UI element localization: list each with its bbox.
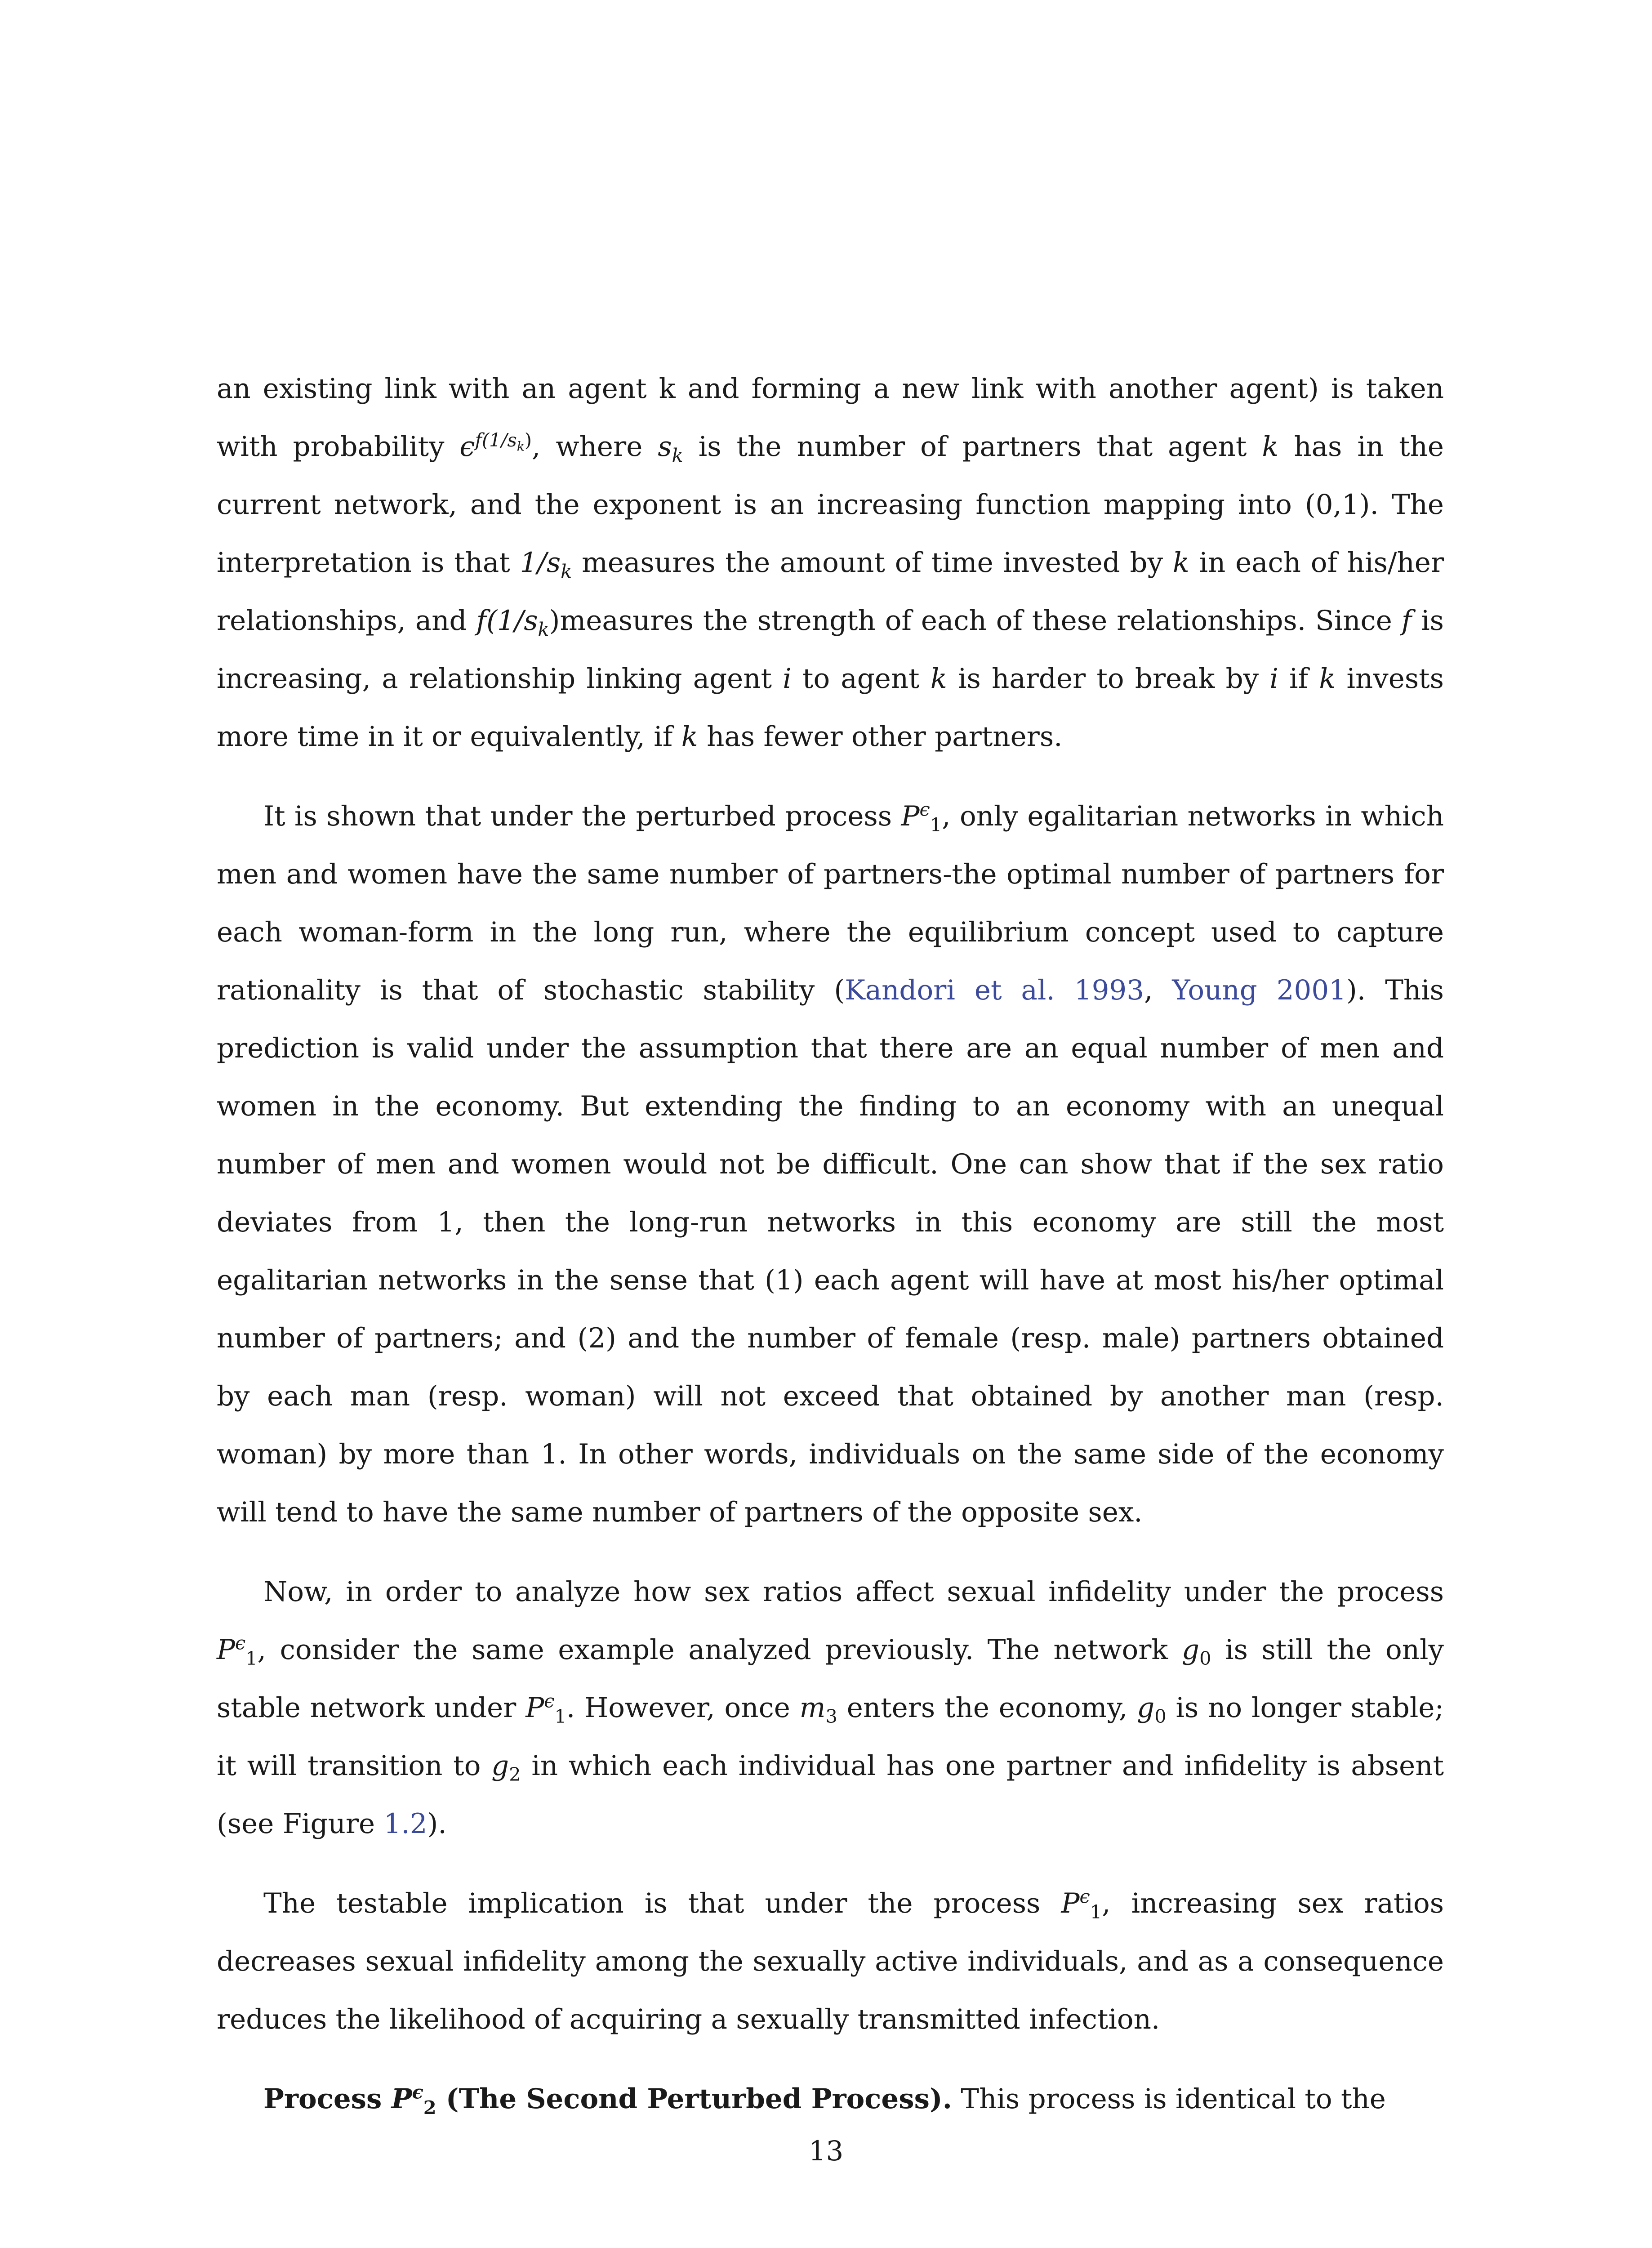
page-number: 13 (808, 2135, 844, 2167)
paragraph-4: The testable implication is that under the process $P^\epsilon_1$, increasing sex ratios decreases sexual infidelity among the sexually active individuals, and as a consequence reduces the likelihood of acquiring a sexually transmitted infection. (217, 1885, 1444, 2035)
paragraph-1: an existing link with an agent k and forming a new link with another agent) is taken with probability $\epsilon^{f(1/s_k)}$, where $s_k$ is the number of partners that agent k has in the current network, and the exponent is an increasing function mapping into (0,1). The interpretation is that $1/s_k$ measures the amount of time invested by k in each of his/her relationships, and $f(1/s_k)measures$ the strength of each of these relationships. Since f is increasing, a relationship linking agent i to agent k is harder to break by i if k invests more time in it or equivalently, if k has fewer other partners. (217, 373, 1444, 753)
paragraph-2: It is shown that under the perturbed process $P^\epsilon_1$, only egalitarian networks in which men and women have the same number of partners-the optimal number of partners for each woman-form in the long run, where the equilibrium concept used to capture rationality is that of stochastic stability (Kandori et al. 1993, Young 2001). This prediction is valid under the assumption that there are an equal number of men and women in the economy. But extending the finding to an economy with an unequal number of men and women would not be difficult. One can show that if the sex ratio deviates from 1, then the long-run networks in this economy are still the most egalitarian networks in the sense that (1) each agent will have at most his/her optimal number of partners; and (2) and the number of female (resp. male) partners obtained by each man (resp. woman) will not exceed that obtained by another man (resp. woman) by more than 1. In other words, individuals on the same side of the economy will tend to have the same number of partners of the opposite sex. (217, 798, 1444, 1528)
figure-link[interactable]: 1.2 (383, 1808, 427, 1840)
citation-link[interactable]: Young 2001 (1172, 974, 1346, 1006)
citation-link[interactable]: Kandori et al. 1993 (845, 974, 1144, 1006)
paragraph-5: Process $P^\epsilon_2$ (The Second Perturbed Process). This process is identical to the (263, 2081, 1386, 2119)
paragraph-3: Now, in order to analyze how sex ratios affect sexual infidelity under the process $P^\epsilon_1$, consider the same example analyzed previously. The network $g_0$ is still the only stable network under $P^\epsilon_1$. However, once $m_3$ enters the economy, $g_0$ is no longer stable; it will transition to $g_2$ in which each individual has one partner and infidelity is absent (see Figure 1.2). (217, 1576, 1444, 1840)
paragraph-heading: Process $P^\epsilon_2$ (The Second Perturbed Process). (263, 2081, 953, 2119)
body-text (217, 360, 1444, 2128)
